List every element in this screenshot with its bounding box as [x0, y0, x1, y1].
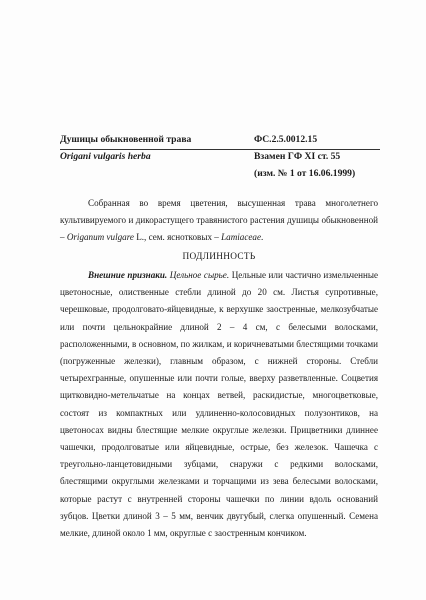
document-header [60, 131, 380, 182]
header-row-2 [60, 148, 380, 165]
header-row-3 [60, 165, 380, 182]
herb-name-ru: Душицы обыкновенной трава [60, 134, 192, 145]
species-latin: Origanum vulgare [66, 232, 134, 242]
description-subhead: Цельное сырье. [169, 270, 230, 280]
herb-name-latin: Origani vulgaris herba [60, 151, 151, 162]
description-lead: Внешние признаки. [88, 270, 168, 280]
section-title: ПОДЛИННОСТЬ [182, 252, 256, 262]
description-paragraph [60, 267, 378, 542]
header-divider [60, 149, 380, 150]
amendment-note: (изм. № 1 от 16.06.1999) [254, 168, 356, 179]
header-row-1 [60, 131, 380, 148]
family-latin: Lamiaceae [221, 232, 262, 242]
document-code: ФС.2.5.0012.15 [254, 134, 318, 145]
intro-paragraph: Собранная во время цветения, высушенная трава многолетнего культивируемого и дикорастущего травянистого растения душицы обыкновенной – Origanum vulgare L., сем. яснотковых – Lamiaceae. [60, 198, 378, 242]
description-text: Цельные или частично измельченные цветоносные, олиственные стебли длиной до 20 см. Листья супротивные, черешковые, продолговато-яйцевидные, к верхушке заостренные, мелкозубчатые или почти цельнокрайние длиной 2 – 4 см, с белесыми волосками, расположенными, в основном, по жилкам, и коричневатыми блестящими точками (погруженные железки), главным образом, с нижней стороны. Стебли четырехгранные, опушенные или почти голые, вверху разветвленные. Соцветия щитковидно-метельчатые на концах ветвей, раскидистые, многоцветковые, состоят из компактных или удлиненно-колосовидных полузонтиков, на цветоносах видны блестящие мелкие округлые железки. Прицветники длиннее чашечки, продолговатые или яйцевидные, острые, без железок. Чашечка с треугольно-ланцетовидными зубцами, снаружи с редкими волосками, блестящими округлыми железками и торчащими из зева белесыми волосками, которые растут с внутренней стороны чашечки по линии вдоль оснований зубцов. Цветки длиной 3 – 5 мм, венчик двугубый, слегка опушенный. Семена мелкие, длиной около 1 мм, округлые с заостренным кончиком. [60, 270, 379, 539]
replaces-note: Взамен ГФ XI ст. 55 [254, 151, 341, 162]
